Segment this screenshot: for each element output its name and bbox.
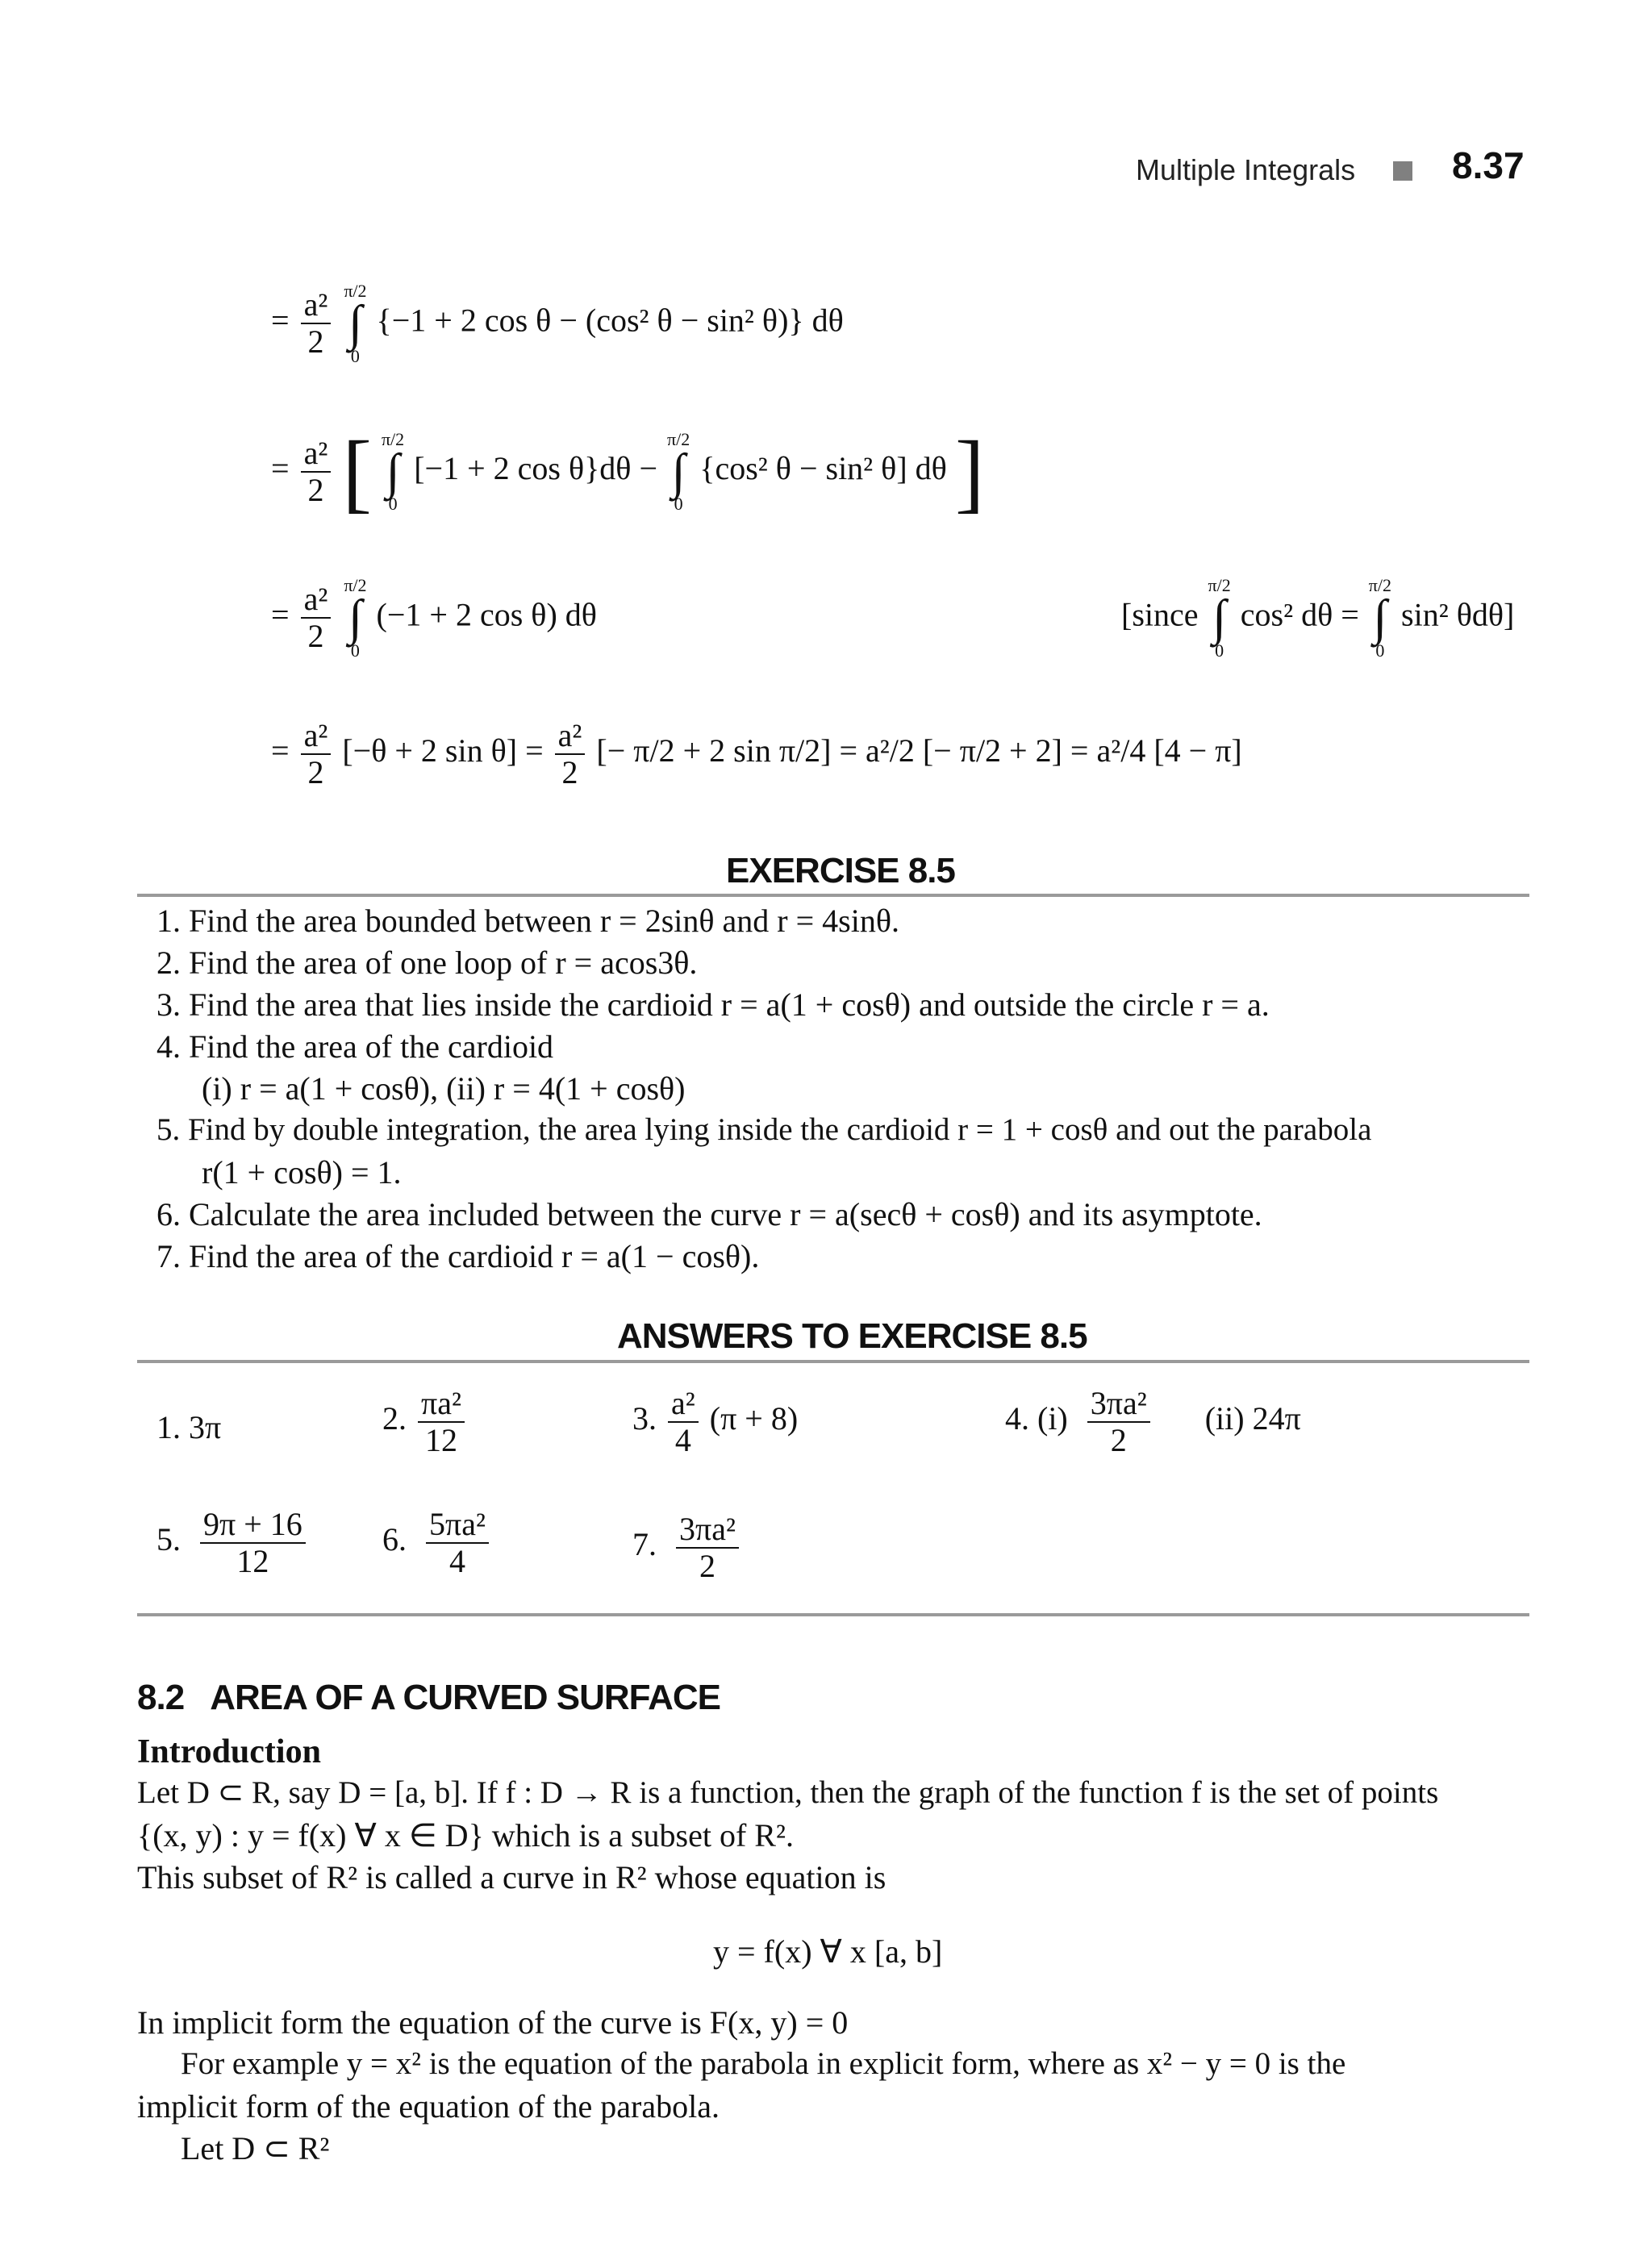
answer-4: 4. (i) $\frac{\text{3πa²}}{2}$ (ii) 24π [1005,1385,1301,1458]
derivation-line-3: = $\frac{\text{a²}}{2}$ π/2 ∫ 0 (−1 + 2 cos θ) dθ [271,575,597,661]
answers-heading: ANSWERS TO EXERCISE 8.5 [617,1316,1087,1356]
paragraph-line-4: In implicit form the equation of the curve is F(x, y) = 0 [137,2004,849,2041]
header-square-icon [1393,161,1412,181]
answer-6: 6. $\frac{\text{5πa²}}{4}$ [382,1507,492,1579]
exercise-item-4-parts: (i) r = a(1 + cosθ), (ii) r = 4(1 + cosθ) [202,1070,686,1107]
display-equation: y = f(x) ∀ x [a, b] [713,1933,943,1970]
section-heading: 8.2 AREA OF A CURVED SURFACE [137,1678,721,1717]
paragraph-line-7: Let D ⊂ R² [181,2130,330,2166]
exercise-item-5-cont: r(1 + cosθ) = 1. [202,1154,402,1191]
exercise-item-6: 6. Calculate the area included between the curve r = a(secθ + cosθ) and its asymptote. [156,1196,1262,1232]
running-header-title: Multiple Integrals [1136,153,1356,186]
derivation-line-3-note: [since π/2 ∫ 0 cos² dθ = π/2 ∫ 0 sin² θdθ] [1121,575,1515,661]
paragraph-line-5: For example y = x² is the equation of the parabola in explicit form, where as x² − y = 0 is the [181,2046,1346,2081]
paragraph-line-3: This subset of R² is called a curve in R² whose equation is [137,1859,886,1895]
derivation-line-4: = $\frac{\text{a²}}{2}$ [−θ + 2 sin θ] = $\frac{\text{a²}}{2}$ [− π/2 + 2 sin π/2] = a²/2 [− π/2 + 2] = a²/4 [4 − π] [271,717,1242,790]
exercise-heading: EXERCISE 8.5 [726,851,955,890]
page-number: 8.37 [1452,144,1525,186]
exercise-item-1: 1. Find the area bounded between r = 2sinθ and r = 4sinθ. [156,903,900,939]
answer-7: 7. $\frac{\text{3πa²}}{2}$ [632,1512,742,1584]
section-subheading: Introduction [137,1733,321,1770]
derivation-line-1: = $\frac{\text{a²}}{2}$ π/2 ∫ 0 {−1 + 2 cos θ − (cos² θ − sin² θ)} dθ [271,281,844,366]
answers-bottom-rule [137,1613,1529,1616]
paragraph-line-2: {(x, y) : y = f(x) ∀ x ∈ D} which is a subset of R². [137,1817,794,1854]
paragraph-line-1: Let D ⊂ R, say D = [a, b]. If f : D → R is a function, then the graph of the function f is the set of points [137,1775,1439,1810]
exercise-item-4: 4. Find the area of the cardioid [156,1028,554,1065]
exercise-item-7: 7. Find the area of the cardioid r = a(1 − cosθ). [156,1238,760,1274]
exercise-item-2: 2. Find the area of one loop of r = acos3θ. [156,945,698,981]
answers-top-rule [137,1360,1529,1363]
answer-3: 3. $\frac{\text{a²}}{4}$ (π + 8) [632,1385,799,1458]
exercise-rule [137,894,1529,897]
derivation-line-2: = $\frac{\text{a²}}{2}$ [ π/2 ∫ 0 [−1 + 2 cos θ}dθ − π/2 ∫ 0 {cos² θ − sin² θ] dθ ] [271,423,985,521]
exercise-item-5: 5. Find by double integration, the area lying inside the cardioid r = 1 + cosθ and out the parabola [156,1112,1372,1147]
answer-2: 2. $\frac{\text{πa²}}{12}$ [382,1386,468,1458]
answer-1: 1. 3π [156,1409,222,1445]
paragraph-line-6: implicit form of the equation of the parabola. [137,2088,720,2125]
answer-5: 5. $\frac{9\pi + 16}{12}$ [156,1507,309,1579]
exercise-item-3: 3. Find the area that lies inside the cardioid r = a(1 + cosθ) and outside the circle r = a. [156,986,1270,1023]
